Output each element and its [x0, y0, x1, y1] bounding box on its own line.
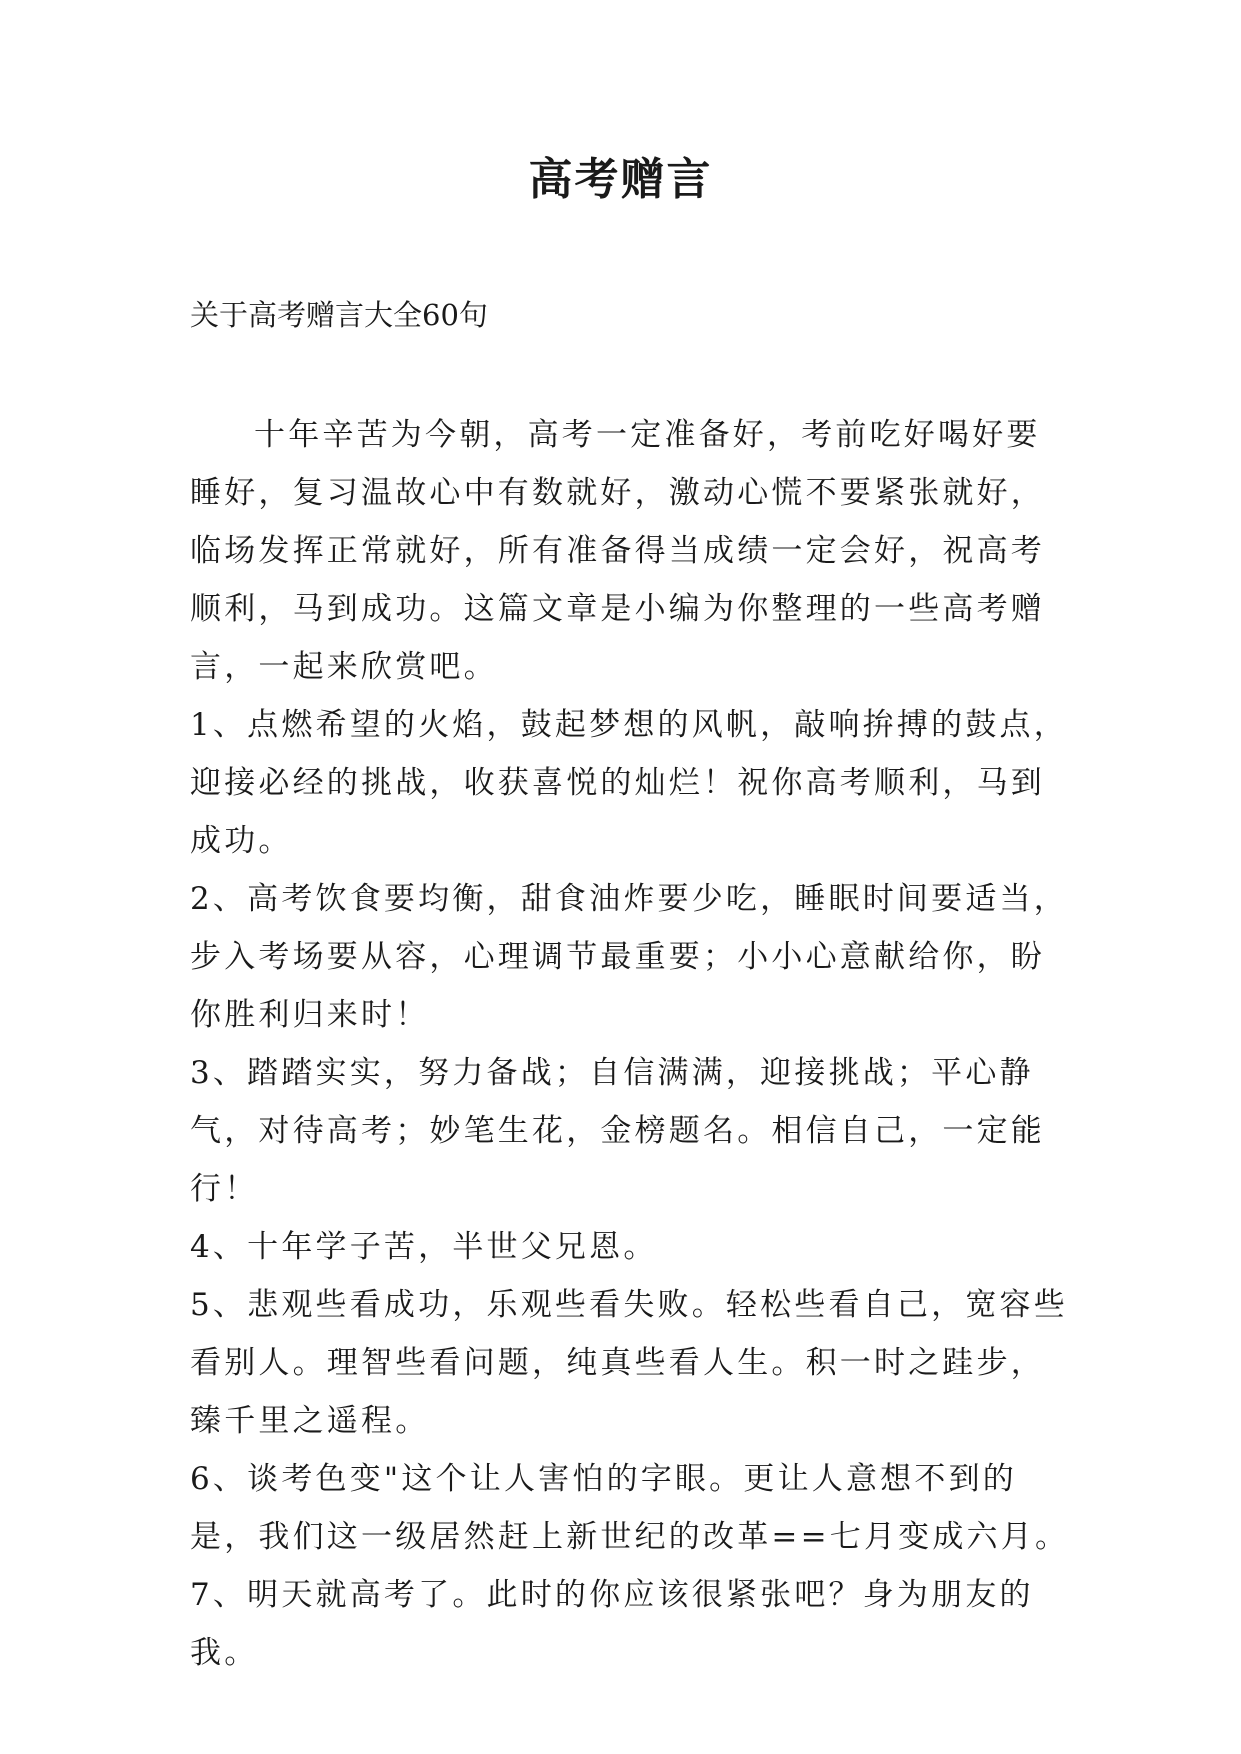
quote-item-2: 2、高考饮食要均衡，甜食油炸要少吃，睡眠时间要适当，步入考场要从容，心理调节最重要；小小心意献给你，盼你胜利归来时！ [190, 881, 1068, 1033]
quote-item-7: 7、明天就高考了。此时的你应该很紧张吧？身为朋友的我。 [190, 1577, 1034, 1671]
quote-item-5: 5、悲观些看成功，乐观些看失败。轻松些看自己，宽容些看别人。理智些看问题，纯真些看人生。积一时之跬步，臻千里之遥程。 [190, 1287, 1068, 1439]
document-title: 高考赠言 [528, 154, 713, 205]
quote-item-1: 1、点燃希望的火焰，鼓起梦想的风帆，敲响拚搏的鼓点，迎接必经的挑战，收获喜悦的灿烂！祝你高考顺利，马到成功。 [190, 707, 1068, 859]
intro-paragraph: 十年辛苦为今朝，高考一定准备好，考前吃好喝好要睡好，复习温故心中有数就好，激动心慌不要紧张就好，临场发挥正常就好，所有准备得当成绩一定会好，祝高考顺利，马到成功。这篇文章是小编为你整理的一些高考赠言，一起来欣赏吧。 [190, 417, 1045, 685]
quote-item-3: 3、踏踏实实，努力备战；自信满满，迎接挑战；平心静气，对待高考；妙笔生花，金榜题名。相信自己，一定能行！ [190, 1055, 1045, 1207]
document-subtitle: 关于高考赠言大全60句 [190, 298, 488, 332]
document-body [190, 406, 1070, 1682]
quote-item-4: 4、十年学子苦，半世父兄恩。 [190, 1229, 658, 1265]
quote-item-6: 6、谈考色变"这个让人害怕的字眼。更让人意想不到的是，我们这一级居然赶上新世纪的改革==七月变成六月。 [190, 1461, 1070, 1555]
